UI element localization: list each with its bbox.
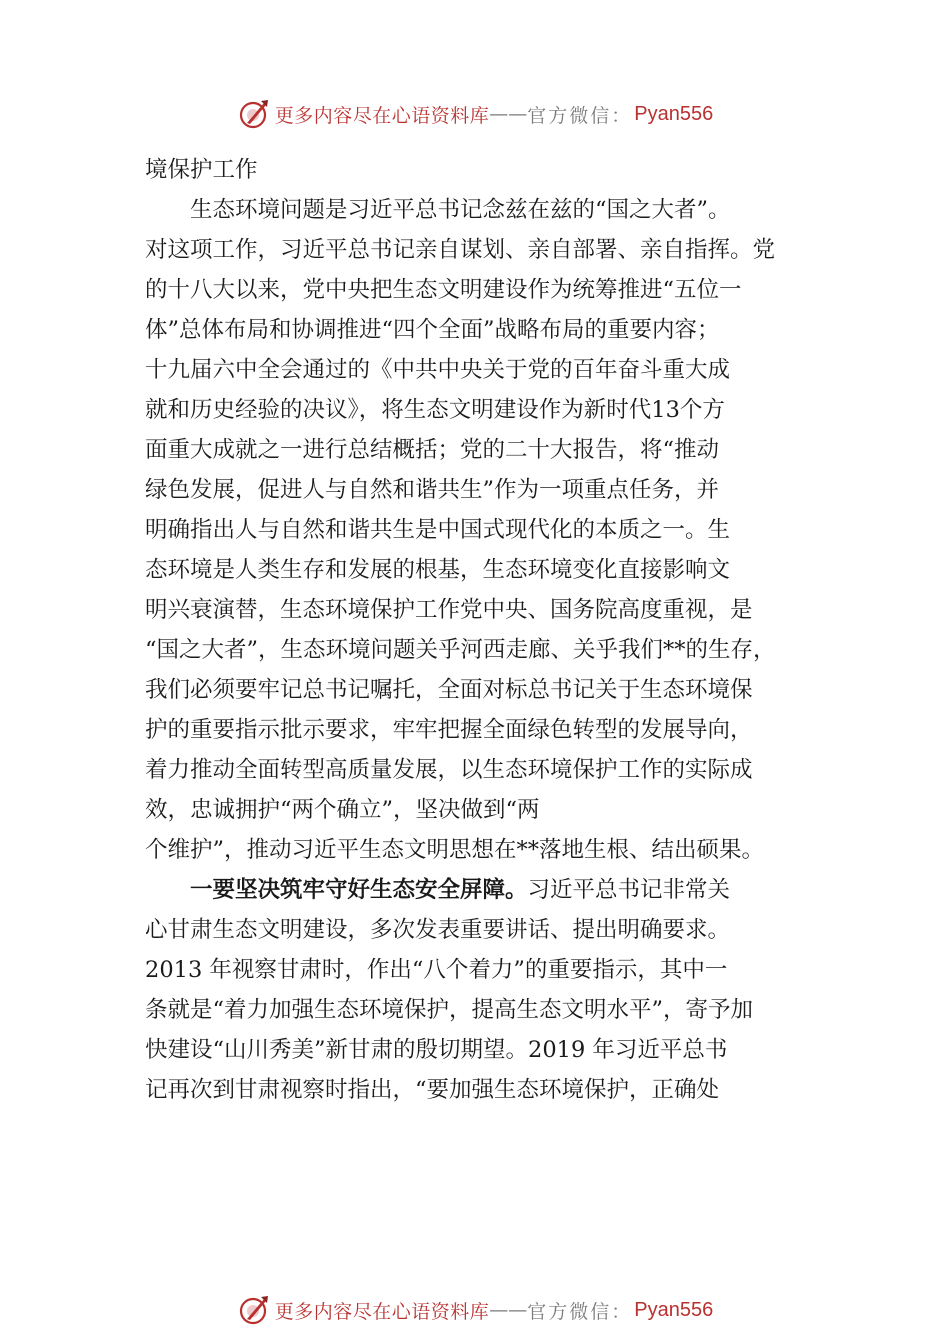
text-line: 对这项工作，习近平总书记亲自谋划、亲自部署、亲自指挥。党 — [145, 237, 776, 263]
footer-banner — [0, 1290, 950, 1330]
section-heading: 境保护工作 — [145, 157, 258, 183]
text-line: 十九届六中全会通过的《中共中央关于党的百年奋斗重大成 — [145, 357, 731, 383]
banner-dash: —— — [489, 1299, 528, 1321]
text-line: 记再次到甘肃视察时指出，“要加强生态环境保护，正确处 — [145, 1077, 720, 1103]
text-line: 心甘肃生态文明建设，多次发表重要讲话、提出明确要求。 — [145, 917, 731, 943]
banner-dash: —— — [489, 103, 528, 125]
text-line: “国之大者”，生态环境问题关乎河西走廊、关乎我们**的生存， — [145, 637, 776, 663]
banner-wechat-id: Pyan556 — [634, 1298, 714, 1321]
text-line: 态环境是人类生存和发展的根基，生态环境变化直接影响文 — [145, 557, 731, 583]
text-line: 着力推动全面转型高质量发展，以生态环境保护工作的实际成 — [145, 757, 753, 783]
paragraph-lead-bold: 一要坚决筑牢守好生态安全屏障。 — [190, 877, 528, 903]
text-line: 我们必须要牢记总书记嘱托，全面对标总书记关于生态环境保 — [145, 677, 753, 703]
text-line: 条就是“着力加强生态环境保护，提高生态文明水平”，寄予加 — [145, 997, 754, 1023]
document-body — [145, 150, 835, 1110]
text-line: 个维护”，推动习近平生态文明思想在**落地生根、结出硕果。 — [145, 837, 765, 863]
quill-seal-icon — [237, 97, 271, 131]
text-line: 的十八大以来，党中央把生态文明建设作为统筹推进“五位一 — [145, 277, 742, 303]
banner-text: 更多内容尽在心语资料库 — [274, 104, 490, 127]
paragraph-1 — [145, 190, 835, 870]
text-line: 就和历史经验的决议》，将生态文明建设作为新时代13个方 — [145, 397, 725, 423]
banner-text: 更多内容尽在心语资料库 — [274, 1300, 490, 1323]
text-line: 生态环境问题是习近平总书记念兹在兹的“国之大者”。 — [190, 197, 731, 223]
text-line: 快建设“山川秀美”新甘肃的殷切期望。2019 年习近平总书 — [145, 1037, 728, 1063]
paragraph-lead-rest: 习近平总书记非常关 — [527, 877, 731, 903]
text-line: 2013 年视察甘肃时，作出“八个着力”的重要指示，其中一 — [145, 957, 728, 983]
banner-wechat-label: 官方微信： — [527, 1301, 633, 1323]
header-banner — [0, 94, 950, 134]
text-line: 明兴衰演替，生态环境保护工作党中央、国务院高度重视，是 — [145, 597, 753, 623]
paragraph-2 — [145, 870, 835, 1110]
text-line: 面重大成就之一进行总结概括；党的二十大报告，将“推动 — [145, 437, 720, 463]
banner-wechat-id: Pyan556 — [634, 102, 714, 125]
quill-seal-icon — [237, 1293, 271, 1327]
text-line: 效，忠诚拥护“两个确立”，坚决做到“两 — [145, 797, 540, 823]
text-line: 明确指出人与自然和谐共生是中国式现代化的本质之一。生 — [145, 517, 731, 543]
text-line: 护的重要指示批示要求，牢牢把握全面绿色转型的发展导向， — [145, 717, 753, 743]
text-line — [145, 870, 835, 910]
text-line: 绿色发展，促进人与自然和谐共生”作为一项重点任务，并 — [145, 477, 720, 503]
text-line: 体”总体布局和协调推进“四个全面”战略布局的重要内容； — [145, 317, 720, 343]
banner-wechat-label: 官方微信： — [527, 105, 633, 127]
